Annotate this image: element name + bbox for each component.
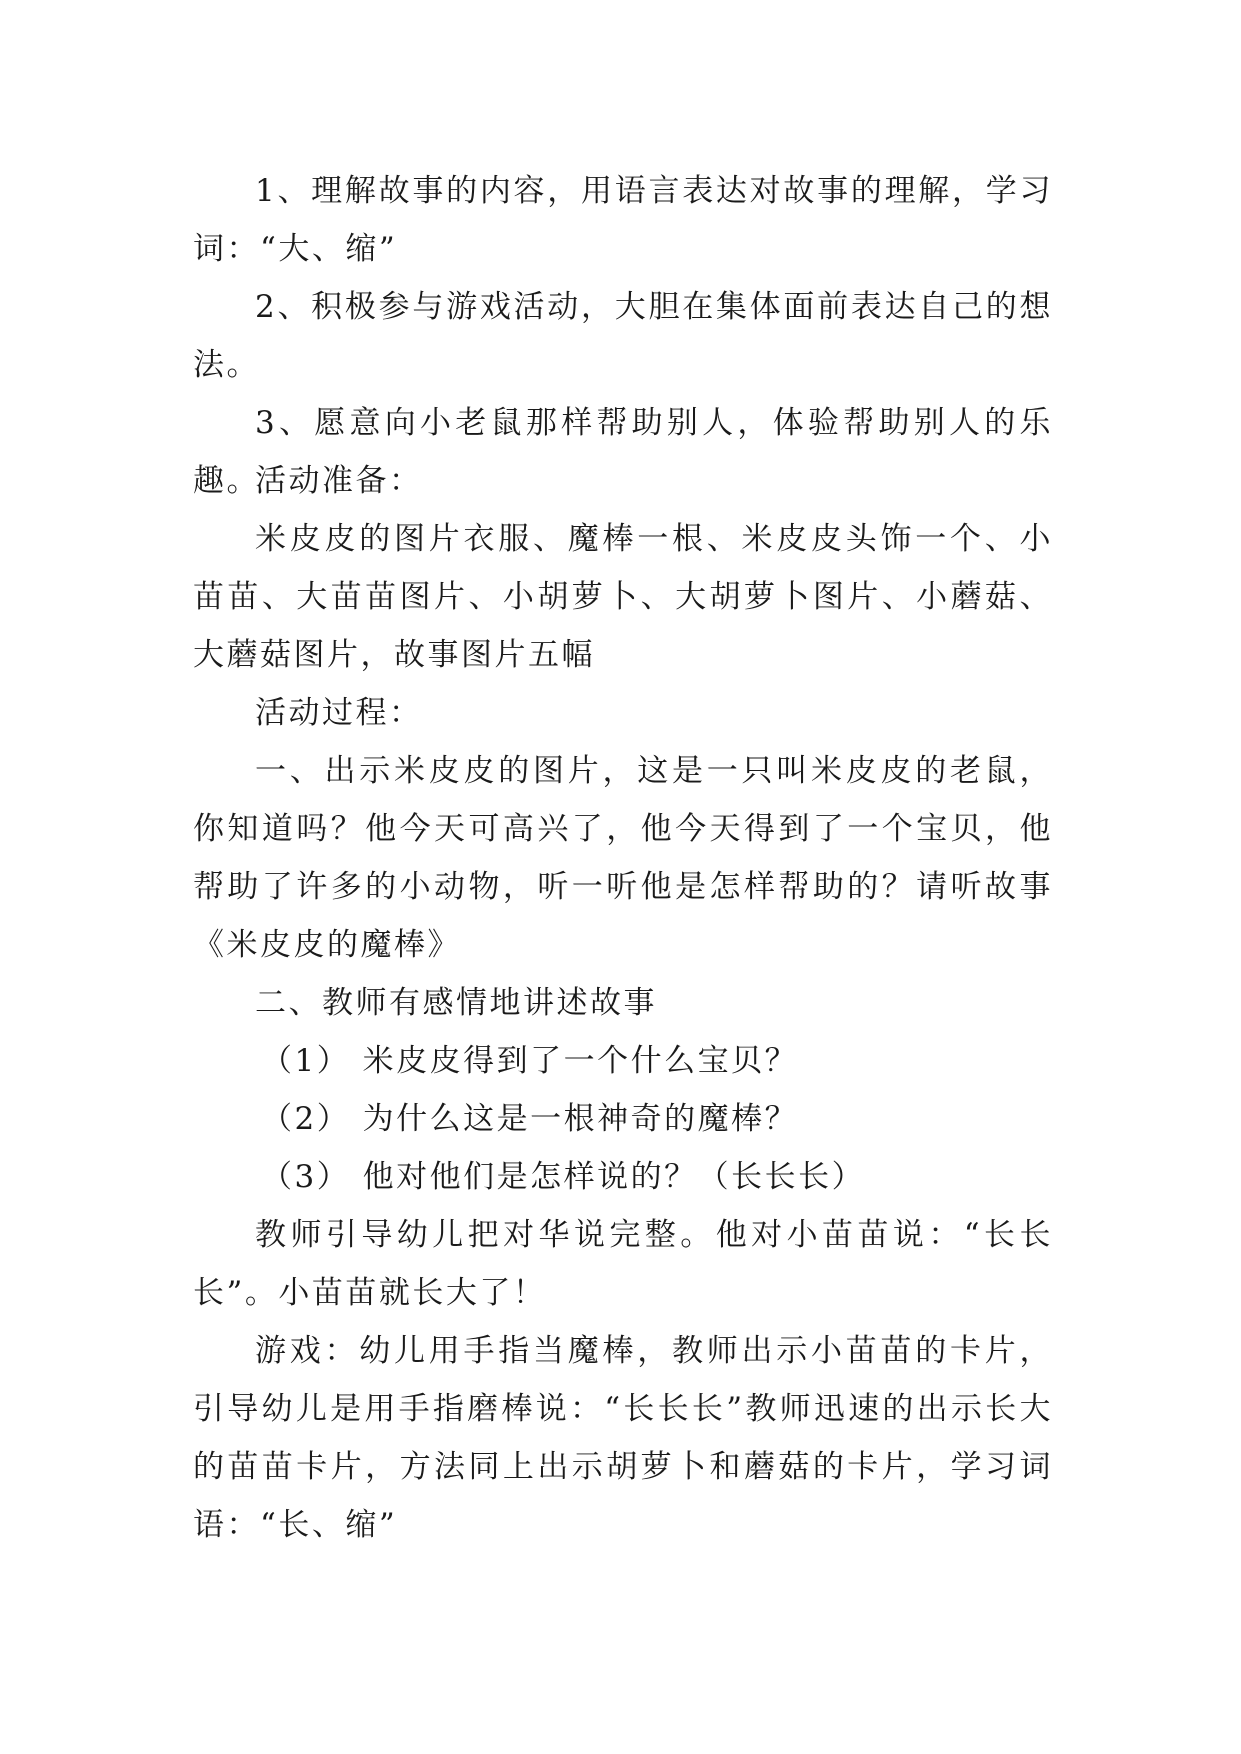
preparation-heading: 活动准备：	[255, 463, 423, 499]
process-step-2: 二、教师有感情地讲述故事	[255, 985, 657, 1021]
objective-1: 1、理解故事的内容，用语言表达对故事的理解，学习词：“大、缩”	[193, 173, 1053, 267]
question-1: （1） 米皮皮得到了一个什么宝贝？	[261, 1043, 799, 1079]
question-3: （3） 他对他们是怎样说的？（长长长）	[261, 1159, 866, 1195]
preparation-materials: 米皮皮的图片衣服、魔棒一根、米皮皮头饰一个、小苗苗、大苗苗图片、小胡萝卜、大胡萝卜图片、小蘑菇、大蘑菇图片，故事图片五幅	[193, 521, 1053, 673]
objective-2: 2、积极参与游戏活动，大胆在集体面前表达自己的想法。	[193, 289, 1053, 383]
teacher-guidance: 教师引导幼儿把对华说完整。他对小苗苗说：“长长长”。小苗苗就长大了！	[193, 1217, 1053, 1311]
question-2: （2） 为什么这是一根神奇的魔棒？	[261, 1101, 799, 1137]
process-step-1: 一、出示米皮皮的图片，这是一只叫米皮皮的老鼠，你知道吗？他今天可高兴了，他今天得到了一个宝贝，他帮助了许多的小动物，听一听他是怎样帮助的？请听故事《米皮皮的魔棒》	[193, 753, 1053, 963]
process-heading: 活动过程：	[255, 695, 423, 731]
game-description: 游戏：幼儿用手指当魔棒，教师出示小苗苗的卡片，引导幼儿是用手指磨棒说：“长长长”教师迅速的出示长大的苗苗卡片，方法同上出示胡萝卜和蘑菇的卡片，学习词语：“长、缩”	[193, 1333, 1053, 1543]
objective-3: 3、愿意向小老鼠那样帮助别人，体验帮助别人的乐趣。	[193, 405, 1053, 499]
